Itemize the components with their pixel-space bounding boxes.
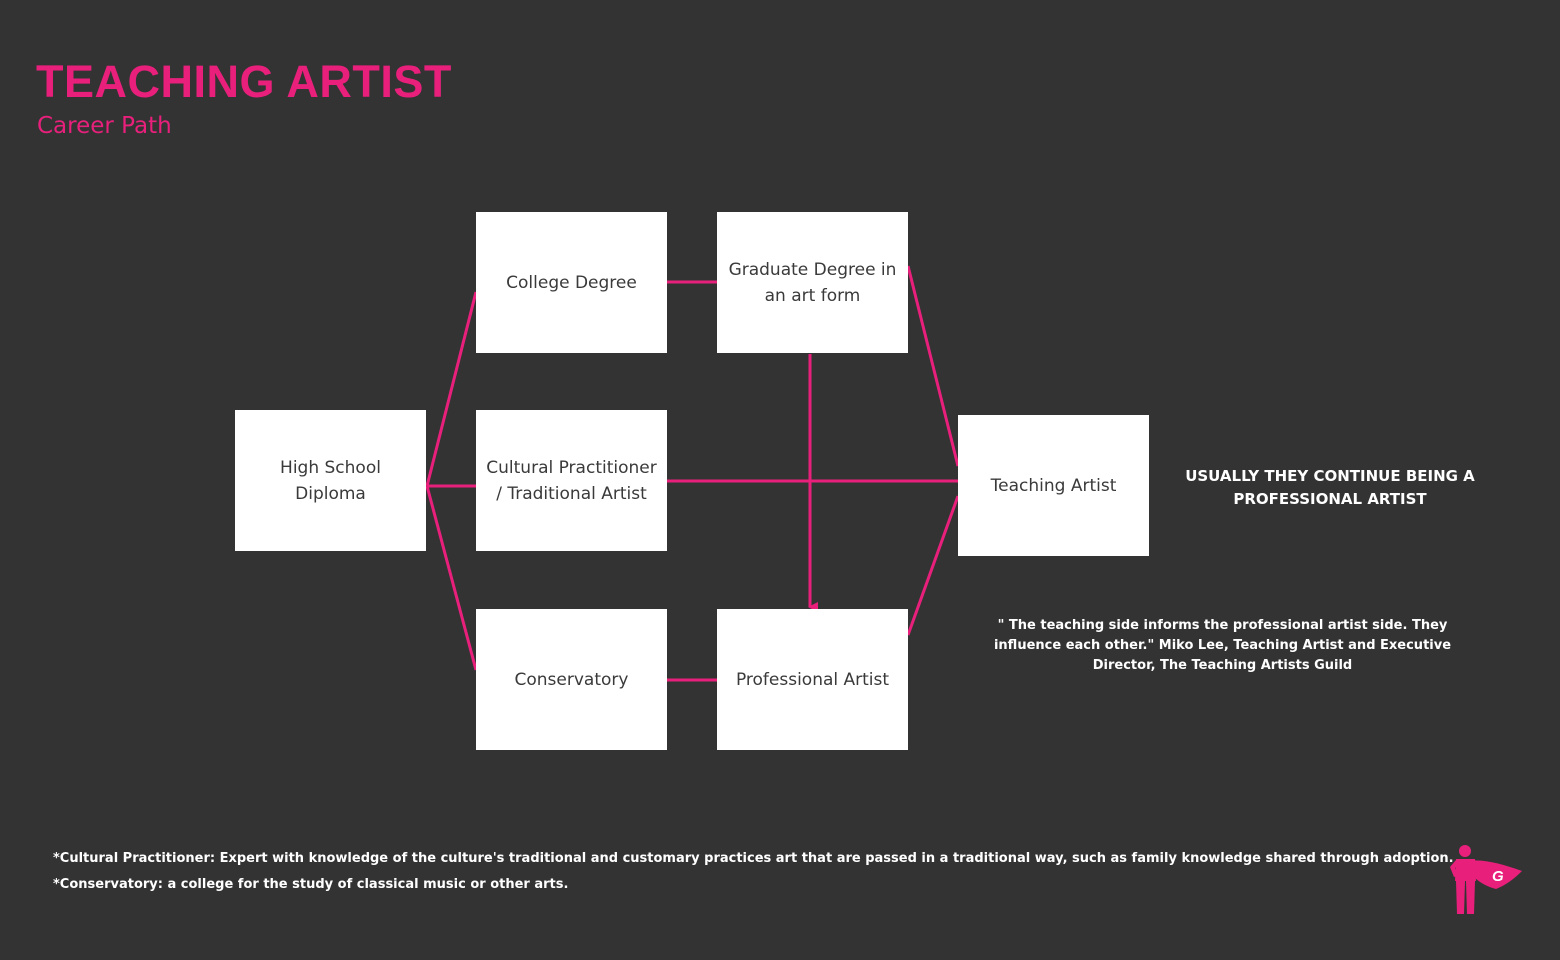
node-high-school-diploma: High School Diploma [235, 410, 426, 551]
page-title: TEACHING ARTIST [36, 56, 452, 107]
node-teaching-artist: Teaching Artist [958, 415, 1149, 556]
edge-graduate-teaching [908, 266, 958, 466]
edge-professional-teaching [908, 496, 958, 635]
node-college-degree: College Degree [476, 212, 667, 353]
edge-highschool-college [427, 292, 476, 486]
caped-hero-logo-icon [1448, 843, 1524, 917]
node-cultural-practitioner: Cultural Practitioner / Traditional Artist [476, 410, 667, 551]
footnote-cultural-practitioner: *Cultural Practitioner: Expert with knowledge of the culture's traditional and customary practices art that are passed in a traditional way, such as family knowledge shared through adoption. [53, 851, 1454, 866]
page-subtitle: Career Path [37, 113, 172, 139]
logo-letter: G [1492, 868, 1504, 885]
side-note: USUALLY THEY CONTINUE BEING A PROFESSIONAL ARTIST [1185, 467, 1475, 508]
footnote-conservatory: *Conservatory: a college for the study of classical music or other arts. [53, 877, 569, 892]
edge-highschool-conservatory [427, 486, 476, 670]
node-graduate-degree: Graduate Degree in an art form [717, 212, 908, 353]
quote: " The teaching side informs the professional artist side. They influence each other." Miko Lee, Teaching Artist and Executive Director, The Teaching Artists Guild [993, 618, 1452, 673]
node-conservatory: Conservatory [476, 609, 667, 750]
node-professional-artist: Professional Artist [717, 609, 908, 750]
